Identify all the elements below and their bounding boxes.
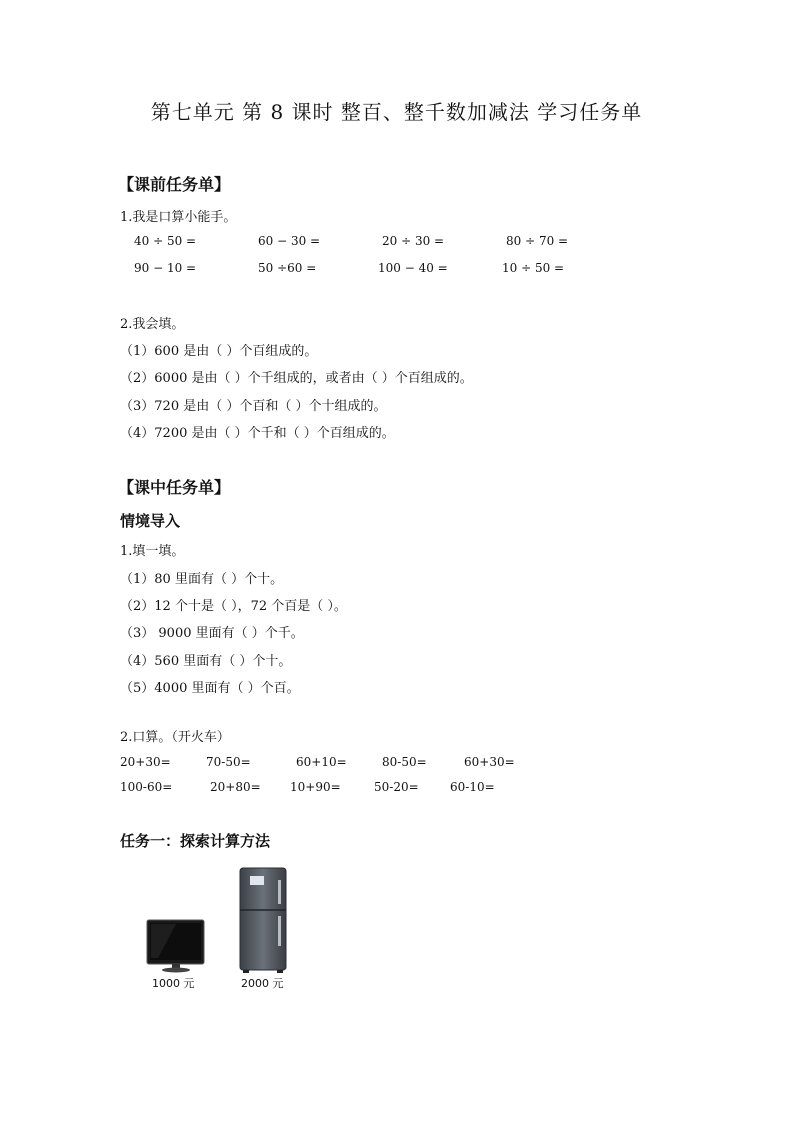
refrigerator-image — [238, 866, 288, 974]
pre-q1-expr: 100 − 40 = — [378, 261, 448, 275]
in-q2-label: 2.口算。（开火车） — [120, 730, 230, 745]
in-q1-item: （4）560 里面有（ ）个十。 — [120, 654, 292, 669]
pre-q2-item: （1）600 是由（ ）个百组成的。 — [120, 344, 318, 359]
refrigerator-price-label: 2000 元 — [241, 977, 284, 990]
tv-price-label: 1000 元 — [152, 977, 195, 990]
in-q1-item: （5）4000 里面有（ ）个百。 — [120, 681, 300, 696]
in-q2-expr: 10+90= — [290, 780, 341, 794]
in-q2-expr: 60+10= — [296, 755, 347, 769]
in-q2-expr: 60+30= — [464, 755, 515, 769]
intro-heading: 情境导入 — [120, 512, 181, 530]
in-class-heading: 【课中任务单】 — [118, 478, 231, 497]
pre-q2-item: （4）7200 是由（ ）个千和（ ）个百组成的。 — [120, 426, 395, 441]
in-q1-label: 1.填一填。 — [120, 544, 185, 559]
in-q2-expr: 20+30= — [120, 755, 171, 769]
pre-q1-expr: 80 ÷ 70 = — [506, 234, 569, 248]
pre-q1-label: 1.我是口算小能手。 — [120, 210, 237, 225]
pre-q1-expr: 60 − 30 = — [258, 234, 321, 248]
pre-class-heading: 【课前任务单】 — [118, 175, 231, 194]
pre-q1-expr: 40 ÷ 50 = — [134, 234, 197, 248]
in-q1-item: （2）12 个十是（ ），72 个百是（ ）。 — [120, 599, 347, 614]
in-q2-expr: 20+80= — [210, 780, 261, 794]
in-q1-item: （1）80 里面有（ ）个十。 — [120, 572, 284, 587]
pre-q1-expr: 50 ÷60 = — [258, 261, 317, 275]
tv-image — [146, 918, 206, 974]
pre-q2-item: （2）6000 是由（ ）个千组成的，或者由（ ）个百组成的。 — [120, 371, 473, 386]
in-q2-expr: 70-50= — [206, 755, 251, 769]
in-q2-expr: 100-60= — [120, 780, 173, 794]
pre-q1-expr: 10 ÷ 50 = — [502, 261, 565, 275]
in-q2-expr: 60-10= — [450, 780, 495, 794]
pre-q2-item: （3）720 是由（ ）个百和（ ）个十组成的。 — [120, 399, 387, 414]
in-q2-expr: 50-20= — [374, 780, 419, 794]
in-q1-item: （3） 9000 里面有（ ）个千。 — [120, 626, 304, 641]
pre-q1-expr: 90 − 10 = — [134, 261, 197, 275]
page-title: 第七单元 第 8 课时 整百、整千数加减法 学习任务单 — [150, 100, 643, 124]
pre-q1-expr: 20 ÷ 30 = — [382, 234, 445, 248]
task1-heading: 任务一：探索计算方法 — [120, 832, 271, 850]
pre-q2-label: 2.我会填。 — [120, 317, 185, 332]
in-q2-expr: 80-50= — [382, 755, 427, 769]
